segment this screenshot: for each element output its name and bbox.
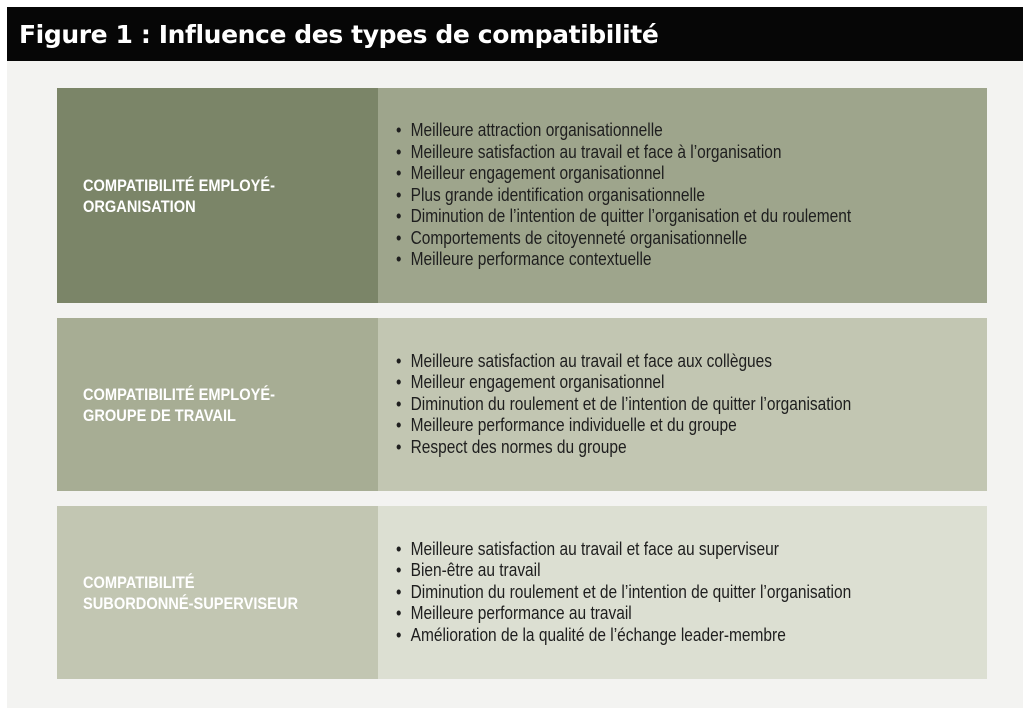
outcome-item: • Meilleure attraction organisationnelle bbox=[396, 120, 851, 142]
compatibility-row-employee-organization bbox=[57, 88, 987, 303]
outcome-item: • Comportements de citoyenneté organisationnelle bbox=[396, 228, 851, 250]
row-label-cell bbox=[57, 506, 378, 679]
outcome-list bbox=[396, 120, 851, 271]
outcome-item: • Meilleure satisfaction au travail et face au superviseur bbox=[396, 539, 851, 561]
row-content-cell bbox=[378, 506, 987, 679]
figure bbox=[7, 7, 1023, 708]
row-content-cell bbox=[378, 318, 987, 491]
outcome-item: • Meilleure satisfaction au travail et face aux collègues bbox=[396, 351, 851, 373]
outcome-item: • Meilleure satisfaction au travail et face à l’organisation bbox=[396, 142, 851, 164]
outcome-item: • Respect des normes du groupe bbox=[396, 437, 851, 459]
outcome-item: • Bien-être au travail bbox=[396, 560, 851, 582]
outcome-item: • Meilleure performance au travail bbox=[396, 603, 851, 625]
row-label: COMPATIBILITÉ EMPLOYÉ- GROUPE DE TRAVAIL bbox=[83, 384, 275, 425]
compatibility-row-subordinate-supervisor bbox=[57, 506, 987, 679]
figure-title-bar bbox=[7, 7, 1023, 61]
outcome-item: • Meilleure performance contextuelle bbox=[396, 249, 851, 271]
row-label-cell bbox=[57, 88, 378, 303]
outcome-item: • Diminution du roulement et de l’intention de quitter l’organisation bbox=[396, 582, 851, 604]
compatibility-row-employee-workgroup bbox=[57, 318, 987, 491]
row-label: COMPATIBILITÉ SUBORDONNÉ-SUPERVISEUR bbox=[83, 572, 299, 613]
outcome-item: • Diminution du roulement et de l’intention de quitter l’organisation bbox=[396, 394, 851, 416]
outcome-item: • Meilleure performance individuelle et du groupe bbox=[396, 415, 851, 437]
outcome-item: • Plus grande identification organisationnelle bbox=[396, 185, 851, 207]
outcome-item: • Meilleur engagement organisationnel bbox=[396, 163, 851, 185]
outcome-item: • Diminution de l’intention de quitter l’organisation et du roulement bbox=[396, 206, 851, 228]
outcome-item: • Meilleur engagement organisationnel bbox=[396, 372, 851, 394]
outcome-list bbox=[396, 351, 851, 459]
row-content-cell bbox=[378, 88, 987, 303]
outcome-list bbox=[396, 539, 851, 647]
outcome-item: • Amélioration de la qualité de l’échange leader-membre bbox=[396, 625, 851, 647]
row-label-cell bbox=[57, 318, 378, 491]
figure-title: Figure 1 : Influence des types de compatibilité bbox=[19, 20, 659, 49]
row-label: COMPATIBILITÉ EMPLOYÉ- ORGANISATION bbox=[83, 175, 275, 216]
